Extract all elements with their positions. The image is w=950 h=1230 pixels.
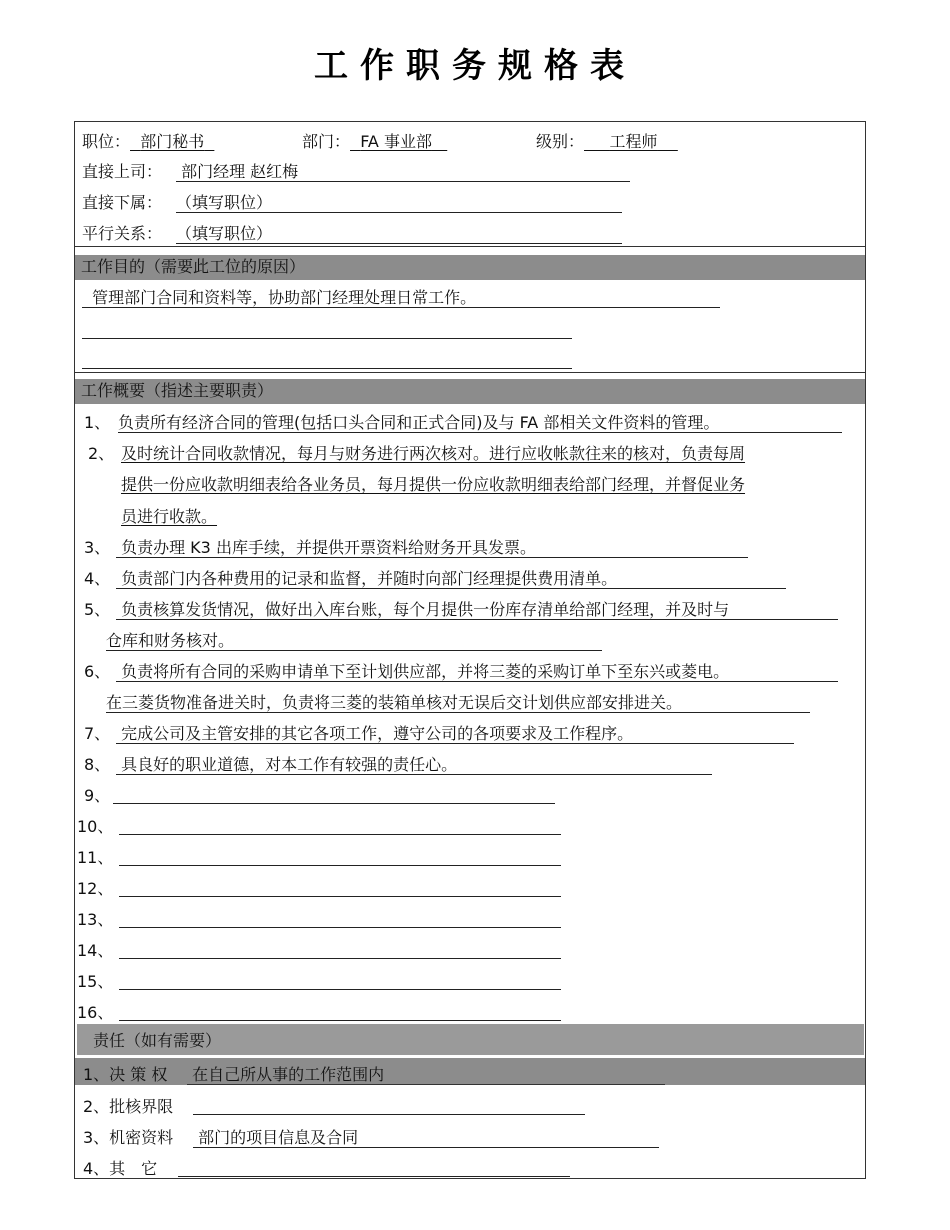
duty-text: 具良好的职业道德，对本工作有较强的责任心。: [121, 755, 458, 774]
duty-text: 负责将所有合同的采购申请单下至计划供应部，并将三菱的采购订单下至东兴或菱电。: [121, 662, 730, 681]
duty-field[interactable]: [121, 507, 217, 527]
subordinate-label: 直接下属：: [82, 193, 163, 212]
duty-text: 仓库和财务核对。: [106, 631, 235, 650]
responsibility-item-2: [83, 1097, 173, 1117]
peer-label: 平行关系：: [82, 224, 163, 243]
blank-duty-line[interactable]: [119, 989, 561, 990]
duty-text: 及时统计合同收款情况，每月与财务进行两次核对。进行应收帐款往来的核对，负责每周: [121, 444, 746, 463]
blank-duty-number: 10、: [77, 817, 114, 836]
confidential-info-field[interactable]: [193, 1128, 659, 1148]
blank-duty-number: 11、: [77, 848, 114, 867]
blank-duty-number: 13、: [77, 910, 114, 929]
divider: [75, 246, 865, 247]
duty-item-2: [88, 444, 114, 464]
duty-text: 负责部门内各种费用的记录和监督，并随时向部门经理提供费用清单。: [121, 569, 618, 588]
blank-duty-number: 14、: [77, 941, 114, 960]
responsibility-label: 1、决 策 权: [83, 1065, 168, 1084]
responsibility-value: 部门的项目信息及合同: [198, 1128, 359, 1147]
peer-value: （填写职位）: [176, 224, 273, 243]
duty-text: 负责核算发货情况，做好出入库台账，每个月提供一份库存清单给部门经理，并及时与: [121, 600, 730, 619]
duty-number: 5、: [84, 600, 111, 619]
responsibility-label: 3、机密资料: [83, 1128, 174, 1147]
blank-duty-line[interactable]: [119, 896, 561, 897]
position-field[interactable]: 部门秘书: [140, 132, 205, 151]
duty-field[interactable]: [118, 413, 842, 433]
duty-text: 提供一份应收款明细表给各业务员，每月提供一份应收款明细表给部门经理，并督促业务: [121, 475, 746, 494]
subordinate-field[interactable]: [176, 193, 622, 213]
duty-item-8: [84, 755, 110, 775]
responsibility-heading: 责任（如有需要）: [77, 1024, 864, 1055]
blank-duty-line[interactable]: [113, 803, 555, 804]
duty-number: 6、: [84, 662, 111, 681]
duty-field[interactable]: [116, 600, 838, 620]
purpose-blank-line[interactable]: [82, 368, 572, 369]
blank-duty-number: 9、: [84, 786, 111, 805]
duty-item-6: [84, 662, 110, 682]
purpose-blank-line[interactable]: [82, 338, 572, 339]
duty-item-5: [84, 600, 110, 620]
peer-row: [82, 224, 162, 244]
responsibility-label: 2、批核界限: [83, 1097, 174, 1116]
approval-limit-field[interactable]: [193, 1114, 585, 1115]
peer-field[interactable]: [176, 224, 622, 244]
duty-text: 负责办理 K3 出库手续，并提供开票资料给财务开具发票。: [121, 538, 536, 557]
department-label: 部门：: [302, 132, 351, 151]
supervisor-row: [82, 162, 162, 182]
duty-item-1: [84, 413, 110, 433]
duty-field[interactable]: [121, 444, 745, 464]
duty-number: 3、: [84, 538, 111, 557]
subordinate-row: [82, 193, 162, 213]
blank-duty-line[interactable]: [119, 834, 561, 835]
duty-number: 1、: [84, 413, 111, 432]
position-row: [82, 132, 214, 152]
page-title: 工作职务规格表: [314, 46, 636, 86]
duty-field[interactable]: [116, 569, 786, 589]
duty-number: 4、: [84, 569, 111, 588]
level-row: [536, 132, 678, 152]
duty-number: 7、: [84, 724, 111, 743]
blank-duty-line[interactable]: [119, 958, 561, 959]
duty-field[interactable]: [116, 662, 838, 682]
duty-item-7: [84, 724, 110, 744]
duty-field[interactable]: [106, 631, 602, 651]
duty-field[interactable]: [116, 724, 794, 744]
blank-duty-line[interactable]: [119, 865, 561, 866]
duty-text: 员进行收款。: [121, 507, 218, 526]
blank-duty-line[interactable]: [119, 1020, 561, 1021]
blank-duty-number: 12、: [77, 879, 114, 898]
summary-heading: 工作概要（指述主要职责）: [75, 379, 865, 404]
duty-field[interactable]: [116, 538, 748, 558]
purpose-text: 管理部门合同和资料等，协助部门经理处理日常工作。: [92, 288, 477, 307]
duty-field[interactable]: [121, 475, 745, 495]
duty-text: 完成公司及主管安排的其它各项工作，遵守公司的各项要求及工作程序。: [121, 724, 634, 743]
level-label: 级别：: [536, 132, 585, 151]
duty-field[interactable]: [106, 693, 810, 713]
position-label: 职位：: [82, 132, 131, 151]
purpose-heading: 工作目的（需要此工位的原因）: [75, 255, 865, 280]
duty-number: 2、: [88, 444, 115, 463]
blank-duty-number: 16、: [77, 1003, 114, 1022]
department-field[interactable]: FA 事业部: [360, 132, 432, 151]
responsibility-label: 4、其 它: [83, 1159, 158, 1178]
department-row: [302, 132, 447, 152]
blank-duty-line[interactable]: [119, 927, 561, 928]
duty-text: 负责所有经济合同的管理(包括口头合同和正式合同)及与 FA 部相关文件资料的管理。: [118, 413, 720, 432]
purpose-field[interactable]: [82, 288, 720, 308]
supervisor-value: 部门经理 赵红梅: [181, 162, 299, 181]
responsibility-value: 在自己所从事的工作范围内: [192, 1065, 385, 1084]
responsibility-item-3: [83, 1128, 173, 1148]
blank-duty-number: 15、: [77, 972, 114, 991]
duty-text: 在三菱货物准备进关时，负责将三菱的装箱单核对无误后交计划供应部安排进关。: [106, 693, 683, 712]
duty-item-4: [84, 569, 110, 589]
decision-authority-field[interactable]: [187, 1065, 665, 1085]
duty-item-3: [84, 538, 110, 558]
duty-number: 8、: [84, 755, 111, 774]
supervisor-field[interactable]: [176, 162, 630, 182]
supervisor-label: 直接上司：: [82, 162, 163, 181]
subordinate-value: （填写职位）: [176, 193, 273, 212]
divider: [75, 372, 865, 373]
responsibility-item-4: [83, 1159, 157, 1179]
duty-field[interactable]: [116, 755, 712, 775]
level-field[interactable]: 工程师: [609, 132, 658, 151]
other-field[interactable]: [178, 1176, 570, 1177]
